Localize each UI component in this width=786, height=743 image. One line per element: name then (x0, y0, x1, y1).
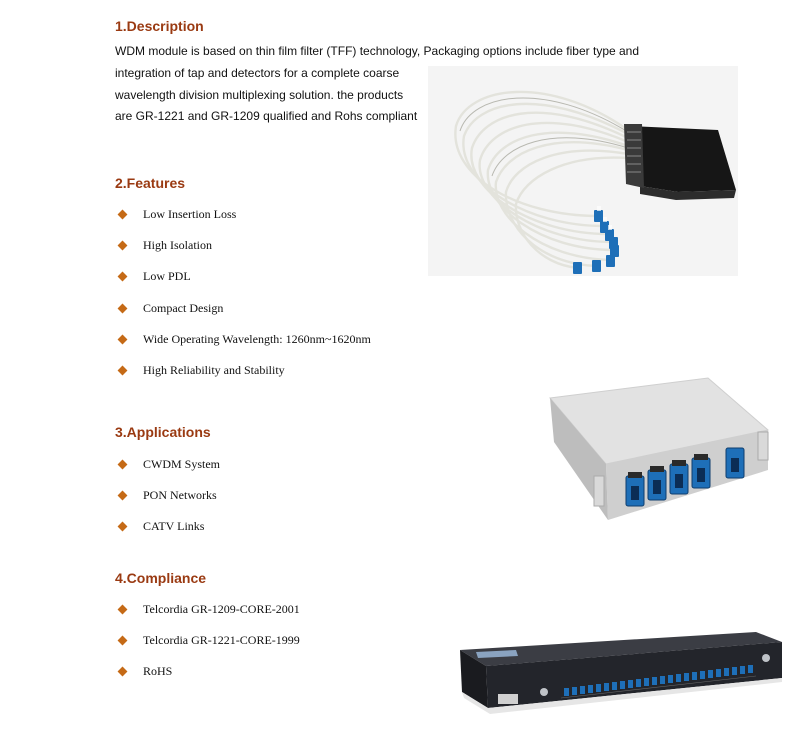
features-heading: 2.Features (115, 175, 186, 191)
compliance-item-label: Telcordia GR-1209-CORE-2001 (143, 602, 300, 616)
diamond-bullet-icon (118, 667, 128, 677)
description-line-2: integration of tap and detectors for a complete coarse (115, 66, 400, 80)
feature-item-label: Wide Operating Wavelength: 1260nm~1620nm (143, 332, 371, 346)
description-heading: 1.Description (115, 18, 204, 34)
diamond-bullet-icon (118, 366, 128, 376)
application-item-label: PON Networks (143, 488, 217, 502)
fiber-wdm-module-photo (428, 66, 738, 276)
compliance-heading: 4.Compliance (115, 570, 207, 586)
description-line-3: wavelength division multiplexing solution. the products (115, 88, 404, 102)
compliance-item-label: Telcordia GR-1221-CORE-1999 (143, 633, 300, 647)
compliance-item-label: RoHS (143, 664, 173, 678)
description-line-4: are GR-1221 and GR-1209 qualified and Rohs compliant (115, 109, 418, 123)
application-item-label: CATV Links (143, 519, 205, 533)
feature-item-label: High Reliability and Stability (143, 363, 285, 377)
applications-heading: 3.Applications (115, 424, 211, 440)
feature-item-label: Low Insertion Loss (143, 207, 237, 221)
diamond-bullet-icon (118, 335, 128, 345)
feature-item-label: High Isolation (143, 238, 212, 252)
diamond-bullet-icon (118, 304, 128, 314)
application-item-label: CWDM System (143, 457, 221, 471)
diamond-bullet-icon (118, 605, 128, 615)
abs-box-module-photo (540, 372, 776, 532)
feature-item-label: Compact Design (143, 301, 224, 315)
diamond-bullet-icon (118, 636, 128, 646)
diamond-bullet-icon (118, 460, 128, 470)
diamond-bullet-icon (118, 210, 128, 220)
feature-item-label: Low PDL (143, 269, 191, 283)
diamond-bullet-icon (118, 491, 128, 501)
description-line-1: WDM module is based on thin film filter (TFF) technology, Packaging options include fiber type and (115, 44, 640, 58)
diamond-bullet-icon (118, 522, 128, 532)
diamond-bullet-icon (118, 241, 128, 251)
rack-mount-chassis-photo (456, 628, 786, 743)
diamond-bullet-icon (118, 272, 128, 282)
